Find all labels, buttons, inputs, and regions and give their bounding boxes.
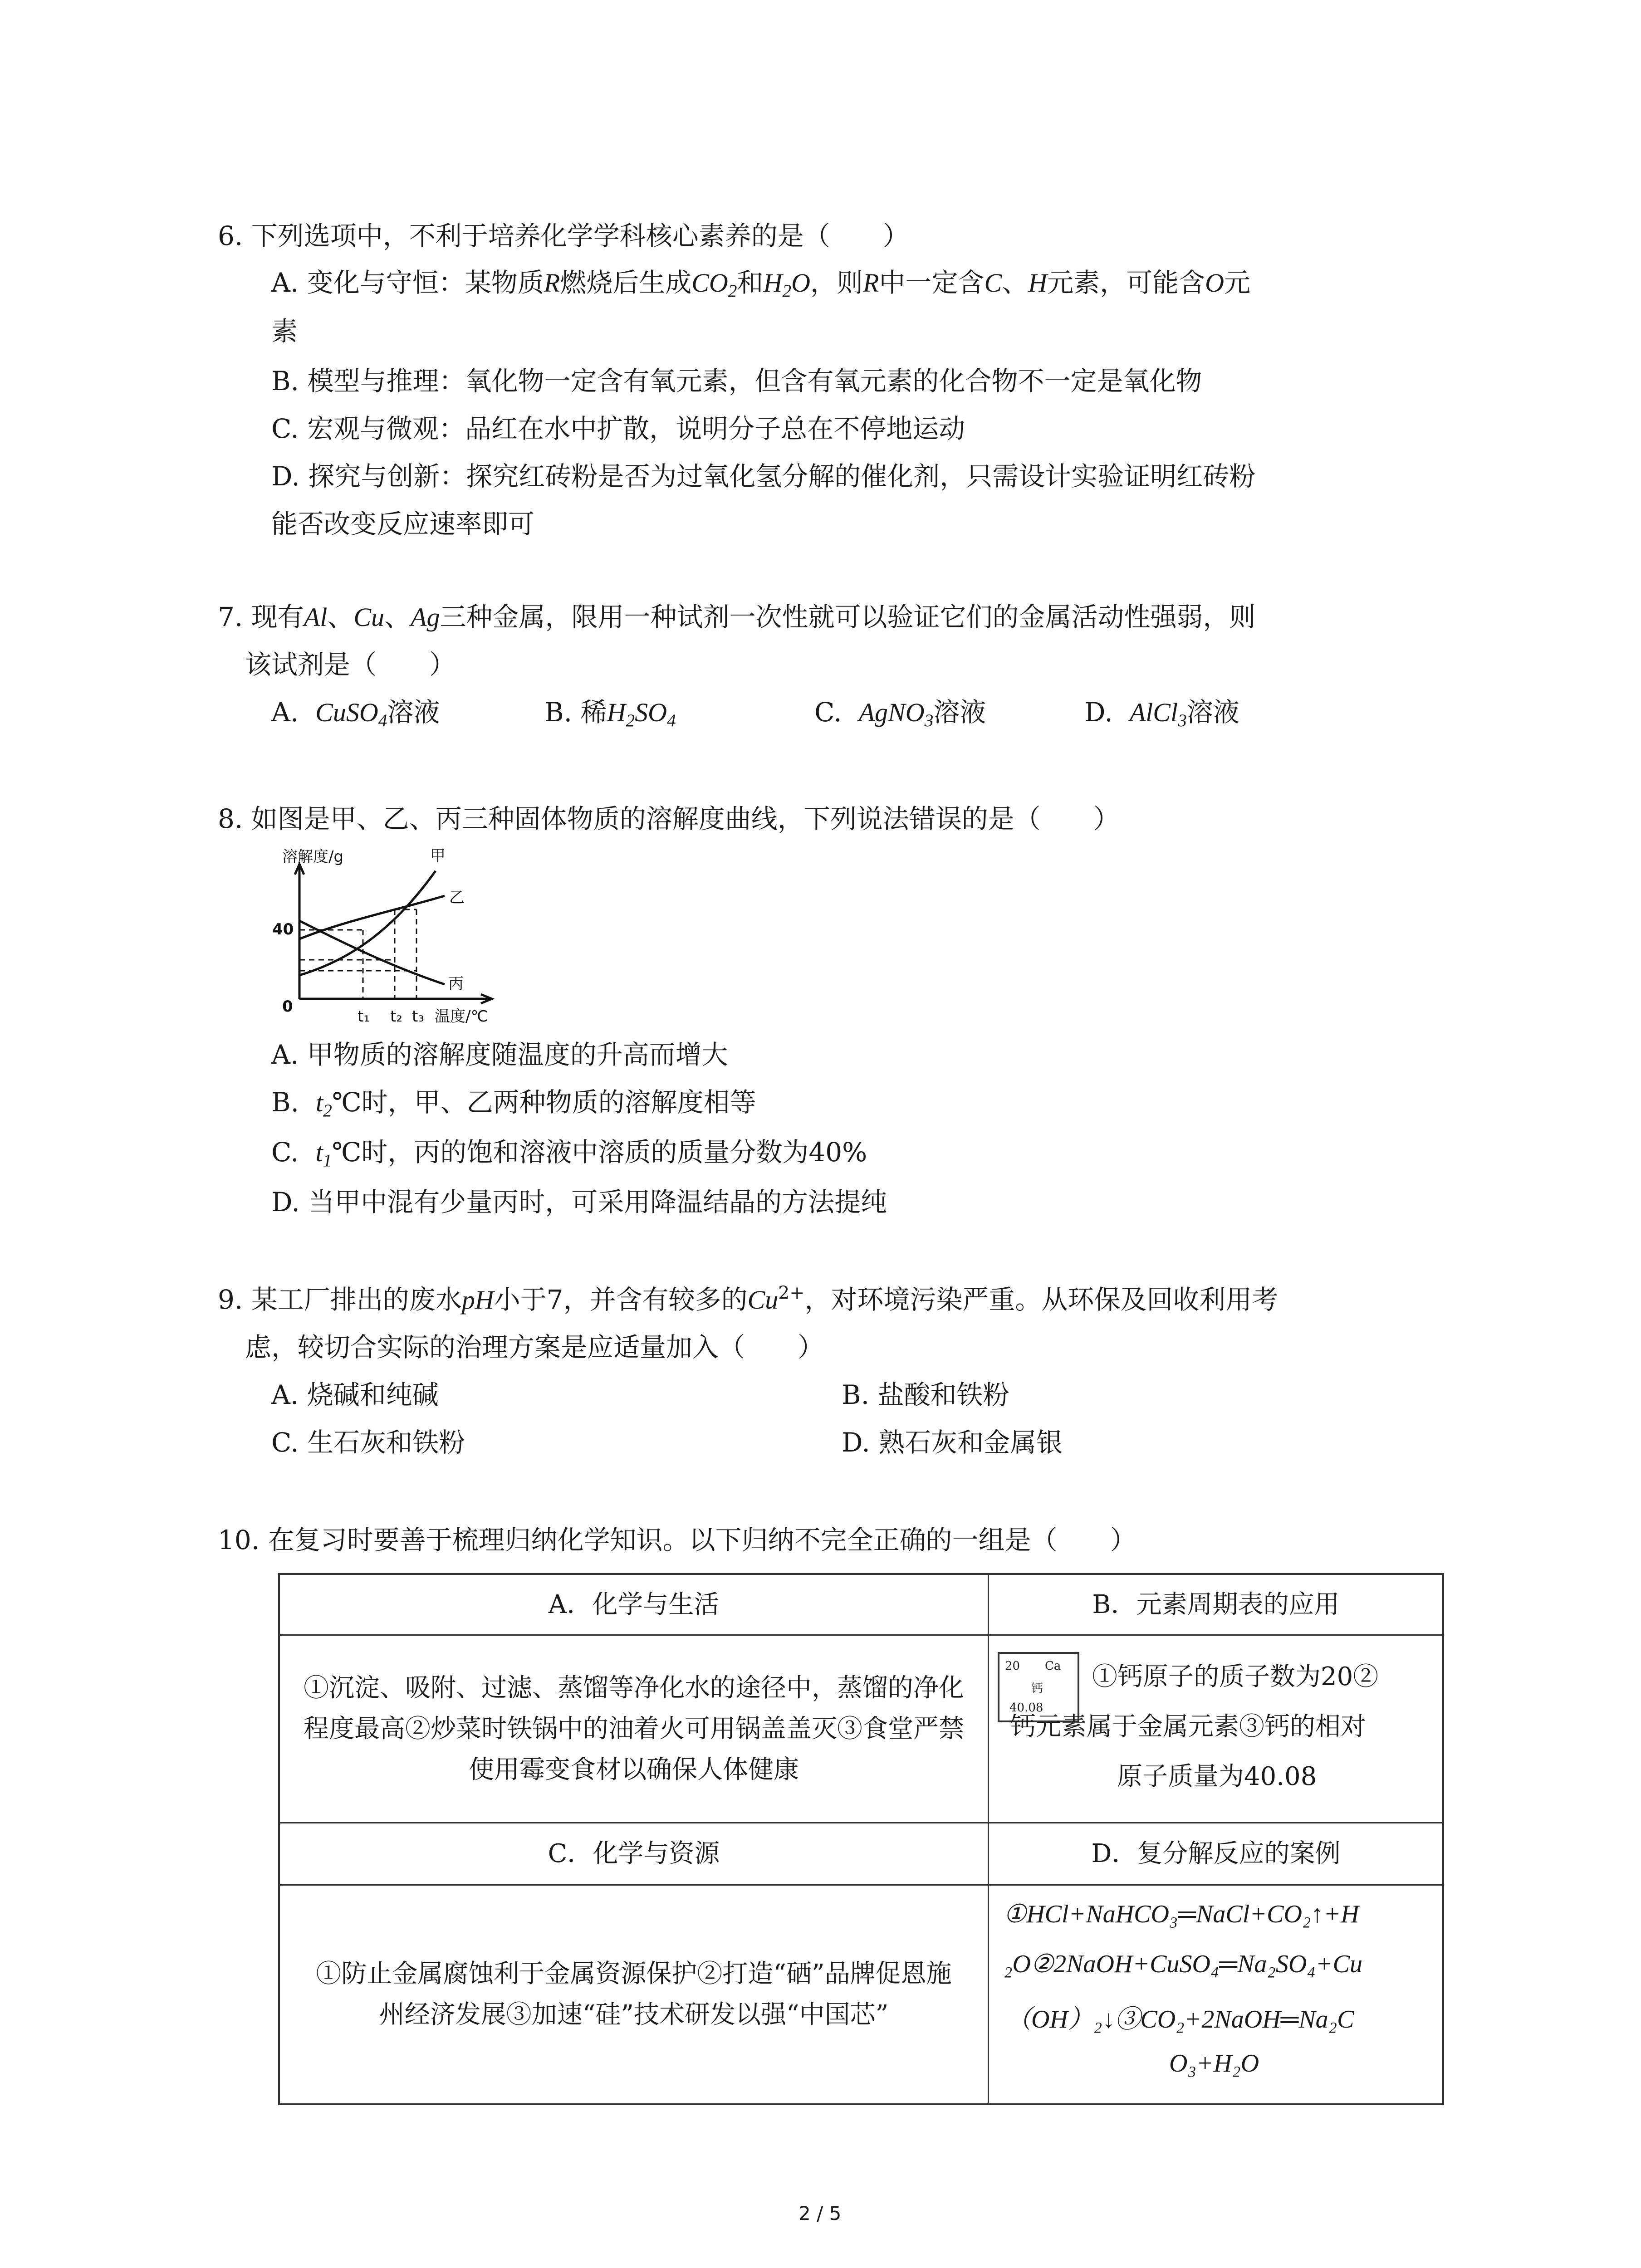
q7-stem: 7. 现有Al、Cu、Ag三种金属，限用一种试剂一次性就可以验证它们的金属活动性强弱，则 xyxy=(218,601,1256,632)
q7-option-d: D. AlCl$_3$溶液 xyxy=(1084,697,1239,731)
q6-option-d-continued: 能否改变反应速率即可 xyxy=(271,508,535,539)
ca-name: 钙 xyxy=(1031,1682,1043,1696)
q8-option-c: C. $t_1℃$时，丙的饱和溶液中溶质的质量分数为40% xyxy=(271,1137,867,1171)
q10-stem: 10. 在复习时要善于梳理归纳化学知识。以下归纳不完全正确的一组是（ ） xyxy=(218,1525,1136,1555)
table-body-d-line4: O₃+H₂O xyxy=(1169,2049,1259,2077)
q9-stem: 9. 某工厂排出的废水pH小于7，并含有较多的$Cu^{2+}$，对环境污染严重。从环保及回收利用考 xyxy=(218,1282,1279,1315)
q6-option-a-continued: 素 xyxy=(271,316,298,347)
series-label-jia: 甲 xyxy=(430,847,446,865)
solubility-curve-figure xyxy=(254,844,508,1025)
chart-y-tick: 40 xyxy=(272,920,294,938)
ca-atomic-mass: 40.08 xyxy=(1009,1701,1043,1715)
q7-option-b: B. 稀$H_2SO_4$ xyxy=(544,697,676,731)
table-head-a: A．化学与生活 xyxy=(548,1589,720,1619)
q9-option-d: D. 熟石灰和金属银 xyxy=(842,1427,1063,1458)
q7-stem-continued: 该试剂是（ ） xyxy=(245,649,456,680)
chart-origin: 0 xyxy=(282,997,293,1016)
chart-x-tick-t1: t₁ xyxy=(358,1007,370,1025)
chart-x-tick-t2: t₂ xyxy=(390,1007,402,1025)
q8-stem: 8. 如图是甲、乙、丙三种固体物质的溶解度曲线，下列说法错误的是（ ） xyxy=(218,803,1120,834)
q9-option-b: B. 盐酸和铁粉 xyxy=(842,1379,1009,1410)
ca-atomic-number: 20 xyxy=(1005,1659,1020,1673)
q6-stem: 6. 下列选项中，不利于培养化学学科核心素养的是（ ） xyxy=(218,220,909,251)
table-body-c: ①防止金属腐蚀利于金属资源保护②打造“硒”品牌促恩施州经济发展③加速“硅”技术研发以强“中国芯” xyxy=(316,1959,952,2029)
table-body-d-line3: （OH）₂↓③CO₂+2NaOH═Na₂C xyxy=(1006,2005,1354,2033)
chart-x-tick-t3: t₃ xyxy=(412,1007,424,1025)
q8-option-b: B. $t_2℃$时，甲、乙两种物质的溶解度相等 xyxy=(271,1087,756,1121)
q8-option-d: D. 当甲中混有少量丙时，可采用降温结晶的方法提纯 xyxy=(271,1187,887,1217)
ca-symbol: Ca xyxy=(1045,1659,1061,1673)
q9-stem-continued: 虑，较切合实际的治理方案是应适量加入（ ） xyxy=(245,1332,824,1363)
table-head-d: D．复分解反应的案例 xyxy=(1091,1839,1341,1868)
table-head-c: C．化学与资源 xyxy=(548,1839,720,1868)
q6-option-c: C. 宏观与微观：品红在水中扩散，说明分子总在不停地运动 xyxy=(271,413,965,444)
chart-xlabel: 温度/℃ xyxy=(435,1007,488,1025)
table-body-b-line2: 钙元素属于金属元素③钙的相对 xyxy=(1010,1712,1366,1741)
series-label-yi: 乙 xyxy=(449,889,465,907)
chart-ylabel: 溶解度/g xyxy=(282,848,344,866)
q9-option-a: A. 烧碱和纯碱 xyxy=(271,1379,439,1410)
table-body-d-line1: ①HCl+NaHCO₃═NaCl+CO₂↑+H xyxy=(1004,1900,1359,1928)
q6-option-a: A. 变化与守恒：某物质R燃烧后生成$CO_2$和$H_2O$，则R中一定含C、H元素，可能含O元 xyxy=(271,267,1251,301)
q7-option-a: A. CuSO$_4$溶液 xyxy=(271,697,440,731)
q8-option-a: A. 甲物质的溶解度随温度的升高而增大 xyxy=(271,1039,728,1070)
q9-option-c: C. 生石灰和铁粉 xyxy=(271,1427,465,1458)
table-body-b-line3: 原子质量为40.08 xyxy=(1117,1762,1317,1791)
series-label-bing: 丙 xyxy=(448,975,464,993)
q7-option-c: C. AgNO$_3$溶液 xyxy=(814,697,986,731)
q6-option-d: D. 探究与创新：探究红砖粉是否为过氧化氢分解的催化剂，只需设计实验证明红砖粉 xyxy=(271,461,1256,492)
table-body-b-line1: ①钙原子的质子数为20② xyxy=(1092,1662,1379,1691)
table-body-d-line2: ₂O②2NaOH+CuSO₄═Na₂SO₄+Cu xyxy=(1004,1950,1362,1978)
table-body-a: ①沉淀、吸附、过滤、蒸馏等净化水的途径中，蒸馏的净化程度最高②炒菜时铁锅中的油着火可用锅盖盖灭③食堂严禁使用霉变食材以确保人体健康 xyxy=(304,1673,964,1784)
table-head-b: B．元素周期表的应用 xyxy=(1092,1589,1340,1619)
q6-option-b: B. 模型与推理：氧化物一定含有氧元素，但含有氧元素的化合物不一定是氧化物 xyxy=(271,366,1202,396)
q10-table xyxy=(278,1573,1444,2105)
page-number: 2 / 5 xyxy=(798,2202,842,2224)
